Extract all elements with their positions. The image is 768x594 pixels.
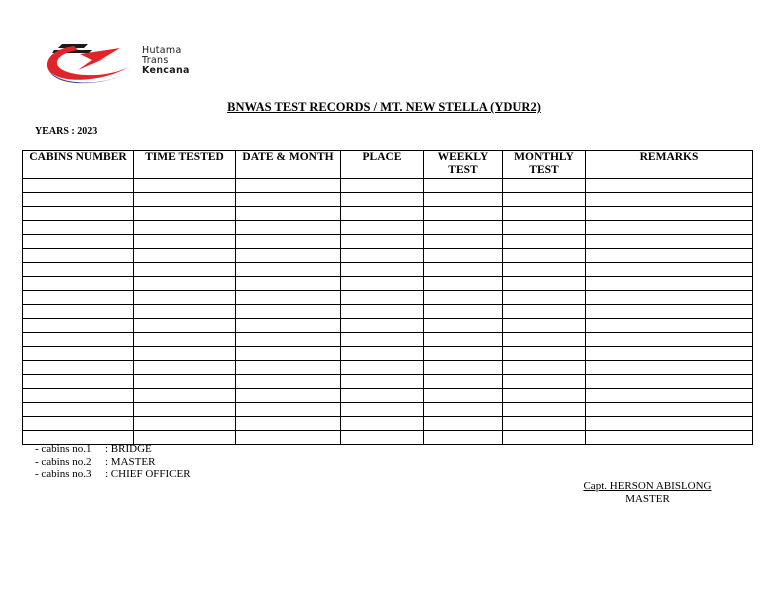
table-cell (23, 375, 134, 389)
table-cell (236, 333, 341, 347)
table-cell (134, 319, 236, 333)
table-cell (236, 417, 341, 431)
table-cell (236, 319, 341, 333)
table-cell (503, 291, 586, 305)
table-cell (424, 179, 503, 193)
logo-line-trans: Trans (142, 55, 169, 66)
table-row (23, 249, 753, 263)
table-cell (134, 375, 236, 389)
table-cell (236, 277, 341, 291)
table-cell (134, 207, 236, 221)
table-cell (341, 347, 424, 361)
table-cell (23, 305, 134, 319)
table-cell (503, 249, 586, 263)
table-cell (586, 361, 753, 375)
table-cell (341, 389, 424, 403)
table-row (23, 235, 753, 249)
table-cell (134, 179, 236, 193)
table-cell (23, 389, 134, 403)
table-cell (503, 375, 586, 389)
table-row (23, 263, 753, 277)
table-cell (424, 221, 503, 235)
table-cell (503, 277, 586, 291)
table-cell (23, 235, 134, 249)
table-cell (424, 277, 503, 291)
table-cell (424, 431, 503, 445)
header-remarks: REMARKS (586, 151, 753, 179)
table-cell (134, 277, 236, 291)
table-cell (424, 207, 503, 221)
legend-value: : BRIDGE (105, 443, 152, 455)
legend-key: - cabins no.3 (35, 468, 92, 481)
table-cell (503, 431, 586, 445)
table-cell (236, 375, 341, 389)
table-cell (341, 291, 424, 305)
table-cell (23, 333, 134, 347)
table-cell (236, 305, 341, 319)
table-cell (134, 403, 236, 417)
table-cell (586, 375, 753, 389)
table-cell (23, 221, 134, 235)
table-row (23, 291, 753, 305)
table-cell (503, 361, 586, 375)
company-logo (44, 40, 214, 86)
table-cell (503, 403, 586, 417)
table-cell (134, 333, 236, 347)
table-cell (23, 277, 134, 291)
table-cell (341, 277, 424, 291)
table-cell (23, 249, 134, 263)
table-cell (586, 179, 753, 193)
table-cell (341, 319, 424, 333)
legend-item (35, 443, 191, 456)
table-cell (503, 417, 586, 431)
table-cell (23, 361, 134, 375)
header-monthly-test: MONTHLY TEST (503, 151, 586, 179)
table-cell (23, 319, 134, 333)
header-cabins-number: CABINS NUMBER (23, 151, 134, 179)
table-cell (341, 375, 424, 389)
logo-emblem-icon (44, 40, 140, 86)
table-cell (236, 403, 341, 417)
table-cell (236, 179, 341, 193)
table-cell (503, 179, 586, 193)
table-cell (23, 403, 134, 417)
header-weekly-test: WEEKLY TEST (424, 151, 503, 179)
table-cell (424, 193, 503, 207)
table-cell (341, 431, 424, 445)
table-cell (424, 361, 503, 375)
table-cell (503, 207, 586, 221)
table-cell (23, 179, 134, 193)
table-cell (134, 389, 236, 403)
table-row (23, 375, 753, 389)
table-row (23, 193, 753, 207)
table-cell (424, 249, 503, 263)
table-cell (424, 403, 503, 417)
legend-item (35, 456, 191, 469)
table-cell (23, 347, 134, 361)
table-cell (586, 417, 753, 431)
table-cell (586, 207, 753, 221)
header-time-tested: TIME TESTED (134, 151, 236, 179)
header-place: PLACE (341, 151, 424, 179)
signature-role: MASTER (625, 492, 670, 505)
table-cell (341, 417, 424, 431)
table-cell (341, 221, 424, 235)
table-cell (341, 263, 424, 277)
legend-key: - cabins no.1 (35, 443, 92, 455)
table-cell (236, 263, 341, 277)
table-cell (341, 249, 424, 263)
table-cell (424, 319, 503, 333)
table-cell (424, 263, 503, 277)
table-cell (503, 263, 586, 277)
table-cell (424, 333, 503, 347)
header-date-month: DATE & MONTH (236, 151, 341, 179)
table-cell (341, 207, 424, 221)
table-cell (23, 207, 134, 221)
table-cell (503, 319, 586, 333)
table-cell (23, 291, 134, 305)
table-cell (586, 319, 753, 333)
table-cell (586, 403, 753, 417)
table-header-row (23, 151, 753, 179)
table-cell (23, 193, 134, 207)
table-row (23, 417, 753, 431)
table-cell (586, 333, 753, 347)
table-cell (586, 431, 753, 445)
table-cell (586, 193, 753, 207)
table-row (23, 389, 753, 403)
years-label: YEARS : 2023 (35, 126, 98, 137)
table-row (23, 347, 753, 361)
table-cell (134, 249, 236, 263)
table-cell (424, 291, 503, 305)
table-row (23, 305, 753, 319)
table-row (23, 207, 753, 221)
logo-line-hutama: Hutama (142, 45, 182, 56)
table-cell (236, 291, 341, 305)
table-cell (424, 417, 503, 431)
legend-item (35, 468, 191, 481)
legend-value: : CHIEF OFFICER (105, 468, 191, 481)
table-cell (503, 193, 586, 207)
table-cell (424, 347, 503, 361)
table-row (23, 319, 753, 333)
table-cell (236, 389, 341, 403)
table-cell (134, 417, 236, 431)
signature-name: Capt. HERSON ABISLONG (583, 480, 712, 492)
table-cell (341, 333, 424, 347)
table-cell (503, 305, 586, 319)
table-cell (236, 347, 341, 361)
table-cell (424, 389, 503, 403)
table-body (23, 179, 753, 445)
table-cell (586, 221, 753, 235)
table-cell (341, 179, 424, 193)
table-cell (503, 347, 586, 361)
table-row (23, 277, 753, 291)
table-cell (341, 403, 424, 417)
table-cell (134, 305, 236, 319)
table-cell (586, 263, 753, 277)
table-cell (586, 389, 753, 403)
signature-block (560, 480, 735, 505)
table-cell (134, 221, 236, 235)
table-cell (236, 235, 341, 249)
table-cell (134, 193, 236, 207)
table-row (23, 333, 753, 347)
records-table (22, 150, 753, 445)
table-cell (586, 249, 753, 263)
table-cell (134, 347, 236, 361)
table-row (23, 221, 753, 235)
logo-text (142, 46, 190, 76)
table-cell (236, 207, 341, 221)
legend-value: : MASTER (105, 455, 156, 468)
table-cell (503, 221, 586, 235)
table-cell (236, 431, 341, 445)
table-cell (586, 347, 753, 361)
table-cell (341, 193, 424, 207)
table-row (23, 361, 753, 375)
table-cell (341, 235, 424, 249)
table-cell (424, 375, 503, 389)
table-cell (134, 291, 236, 305)
table-cell (586, 235, 753, 249)
table-cell (586, 291, 753, 305)
cabin-legend (35, 443, 191, 481)
table-cell (236, 361, 341, 375)
page-title: BNWAS TEST RECORDS / MT. NEW STELLA (YDUR2) (227, 100, 541, 114)
legend-key: - cabins no.2 (35, 455, 92, 468)
table-cell (341, 305, 424, 319)
table-cell (586, 277, 753, 291)
table-cell (236, 221, 341, 235)
logo-line-kencana: Kencana (142, 65, 190, 76)
table-cell (424, 235, 503, 249)
table-cell (134, 235, 236, 249)
table-cell (23, 417, 134, 431)
table-cell (503, 235, 586, 249)
table-cell (503, 389, 586, 403)
table-cell (134, 361, 236, 375)
table-cell (503, 333, 586, 347)
table-cell (23, 263, 134, 277)
table-cell (236, 193, 341, 207)
table-row (23, 403, 753, 417)
table-row (23, 179, 753, 193)
table-cell (341, 361, 424, 375)
table-cell (424, 305, 503, 319)
table-cell (134, 263, 236, 277)
table-cell (236, 249, 341, 263)
table-cell (586, 305, 753, 319)
